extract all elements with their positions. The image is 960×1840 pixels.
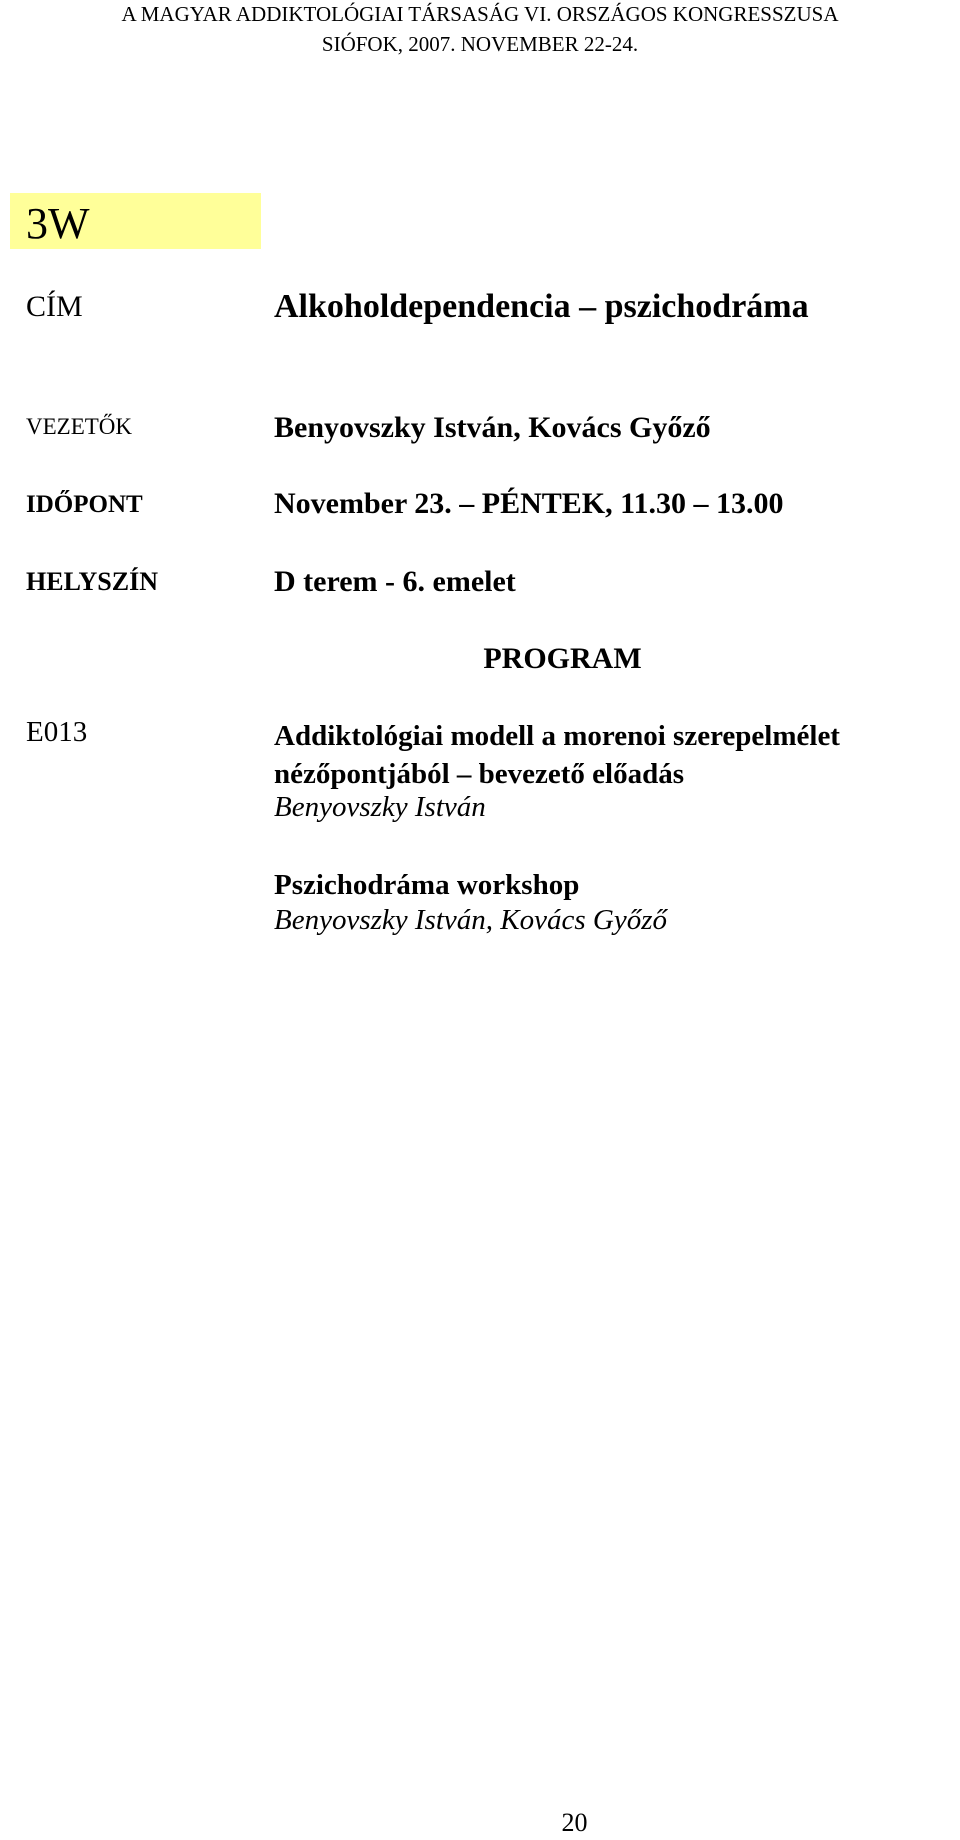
- place-value: D terem - 6. emelet: [274, 565, 516, 598]
- time-label: IDŐPONT: [26, 491, 143, 518]
- page-number: 20: [561, 1808, 588, 1837]
- program-item-presenter: Benyovszky István: [274, 791, 486, 823]
- program-code: E013: [26, 716, 88, 748]
- program-item-title: Addiktológiai modell a morenoi szerepelmélet nézőpontjából – bevezető előadás: [274, 720, 840, 790]
- leaders-value: Benyovszky István, Kovács Győző: [274, 411, 711, 444]
- program-heading: PROGRAM: [483, 642, 642, 675]
- session-id: 3W: [26, 199, 90, 248]
- place-label: HELYSZÍN: [26, 567, 158, 596]
- time-value: November 23. – PÉNTEK, 11.30 – 13.00: [274, 487, 784, 520]
- program-item-title: Pszichodráma workshop: [274, 869, 580, 901]
- title-label: CÍM: [26, 290, 83, 323]
- leaders-label: VEZETŐK: [26, 414, 133, 439]
- conference-date-location: SIÓFOK, 2007. NOVEMBER 22-24.: [321, 32, 639, 56]
- program-item-presenter: Benyovszky István, Kovács Győző: [274, 904, 667, 936]
- conference-title: A MAGYAR ADDIKTOLÓGIAI TÁRSASÁG VI. ORSZÁGOS KONGRESSZUSA: [121, 2, 839, 26]
- session-title: Alkoholdependencia – pszichodráma: [274, 288, 809, 325]
